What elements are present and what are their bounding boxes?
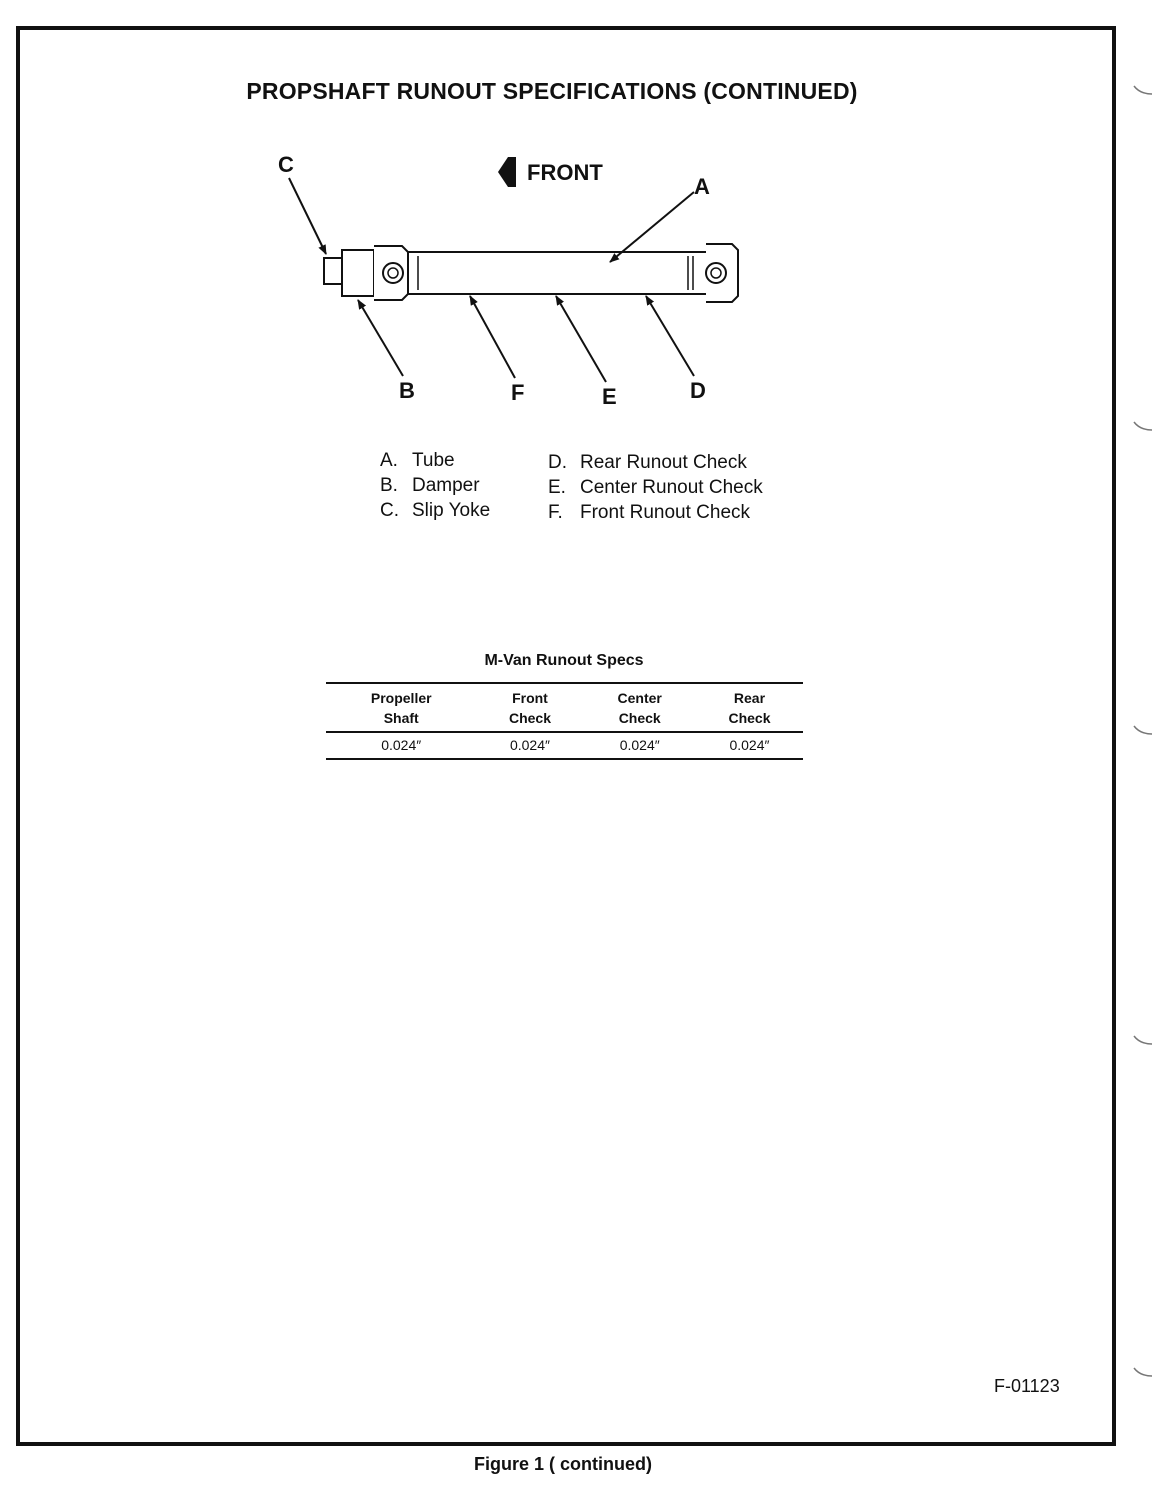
callout-a: A: [694, 174, 710, 199]
legend-item: C. Slip Yoke: [380, 500, 491, 521]
column-header: Rear Check: [696, 683, 803, 732]
legend-left: [380, 448, 490, 523]
legend-right: [548, 450, 763, 525]
runout-specs-table: [326, 682, 803, 760]
binder-edge-mark: [1132, 420, 1152, 434]
callout-b: B: [399, 378, 415, 403]
table-row: [326, 732, 803, 759]
legend-item: F. Front Runout Check: [548, 502, 751, 523]
damper-body: [342, 250, 374, 296]
page-title: PROPSHAFT RUNOUT SPECIFICATIONS (CONTINUED): [246, 78, 858, 104]
column-header: Front Check: [476, 683, 583, 732]
legend-item: D. Rear Runout Check: [548, 452, 747, 473]
table-cell: 0.024″: [696, 732, 803, 759]
column-header: Center Check: [583, 683, 695, 732]
front-label: FRONT: [527, 160, 603, 185]
binder-edge-mark: [1132, 84, 1152, 98]
legend-item: A. Tube: [380, 450, 455, 471]
front-arrow-icon: [498, 157, 516, 187]
binder-edge-mark: [1132, 724, 1152, 738]
column-header: Propeller Shaft: [326, 683, 476, 732]
legend-item: B. Damper: [380, 475, 480, 496]
binder-edge-mark: [1132, 1034, 1152, 1048]
callout-e: E: [602, 384, 617, 409]
callout-f: F: [511, 380, 525, 405]
table-title: M-Van Runout Specs: [484, 652, 644, 669]
table-cell: 0.024″: [326, 732, 476, 759]
table-header-row: [326, 683, 803, 732]
tube: [408, 252, 708, 294]
callout-c: C: [278, 152, 294, 177]
figure-caption: Figure 1 ( continued): [474, 1454, 652, 1474]
legend-item: E. Center Runout Check: [548, 477, 763, 498]
table-cell: 0.024″: [583, 732, 695, 759]
figure-number: F-01123: [994, 1376, 1060, 1396]
propshaft-diagram: [0, 0, 1152, 460]
table-cell: 0.024″: [476, 732, 583, 759]
callout-d: D: [690, 378, 706, 403]
binder-edge-mark: [1132, 1366, 1152, 1380]
